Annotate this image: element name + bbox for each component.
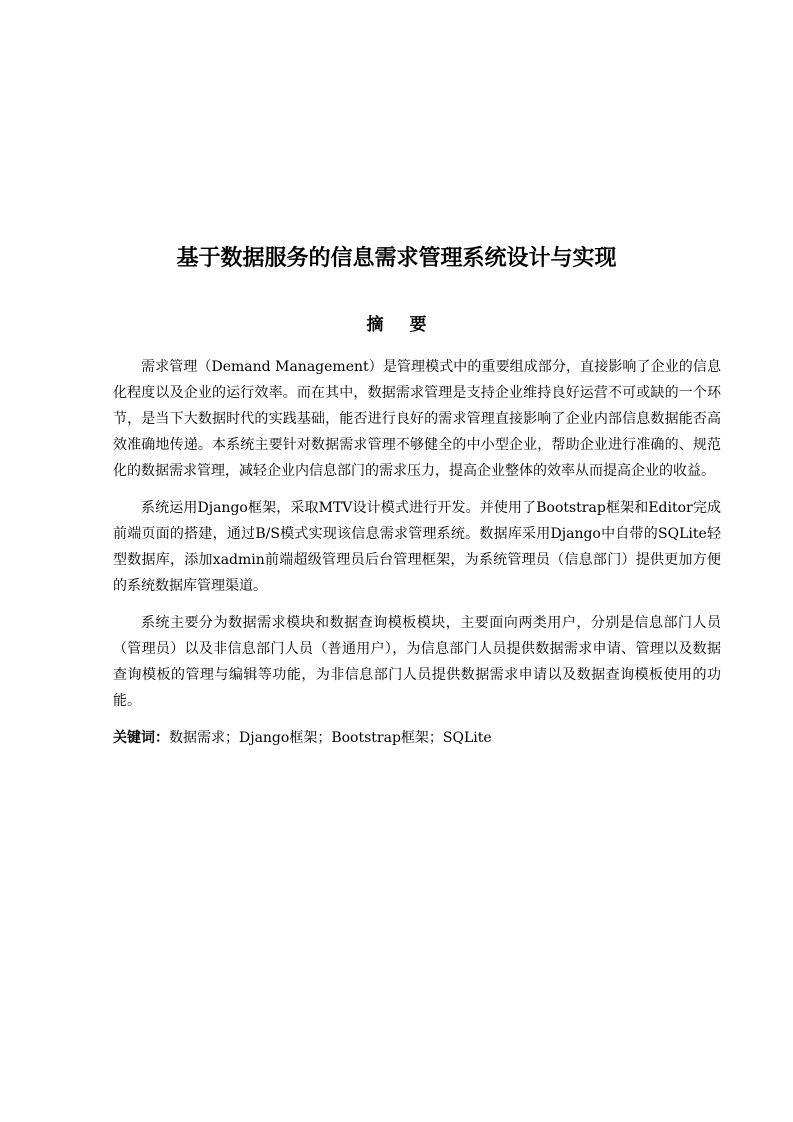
keywords-label: 关键词： bbox=[113, 730, 169, 746]
document-title: 基于数据服务的信息需求管理系统设计与实现 bbox=[176, 246, 617, 271]
abstract-body bbox=[113, 354, 721, 751]
keywords-text: 数据需求；Django框架；Bootstrap框架；SQLite bbox=[169, 730, 492, 746]
abstract-paragraph-2: 系统运用Django框架，采取MTV设计模式进行开发。并使用了Bootstrap框架和Editor完成前端页面的搭建，通过B/S模式实现该信息需求管理系统。数据库采用Django中自带的SQLite轻型数据库，添加xadmin前端超级管理员后台管理框架，为系统管理员（信息部门）提供更加方便的系统数据库管理渠道。 bbox=[113, 500, 721, 594]
abstract-heading bbox=[0, 312, 793, 338]
keywords-line bbox=[113, 725, 721, 751]
abstract-paragraph-1: 需求管理（Demand Management）是管理模式中的重要组成部分，直接影响了企业的信息化程度以及企业的运行效率。而在其中，数据需求管理是支持企业维持良好运营不可或缺的一个环节，是当下大数据时代的实践基础，能否进行良好的需求管理直接影响了企业内部信息数据能否高效准确地传递。本系统主要针对数据需求管理不够健全的中小型企业，帮助企业进行准确的、规范化的数据需求管理，减轻企业内信息部门的需求压力，提高企业整体的效率从而提高企业的收益。 bbox=[113, 359, 721, 479]
abstract-heading-left: 摘 bbox=[366, 315, 384, 335]
abstract-paragraph-3: 系统主要分为数据需求模块和数据查询模板模块，主要面向两类用户，分别是信息部门人员（管理员）以及非信息部门人员（普通用户），为信息部门人员提供数据需求申请、管理以及数据查询模板的管理与编辑等功能，为非信息部门人员提供数据需求申请以及数据查询模板使用的功能。 bbox=[113, 615, 721, 709]
abstract-heading-right: 要 bbox=[409, 315, 427, 335]
